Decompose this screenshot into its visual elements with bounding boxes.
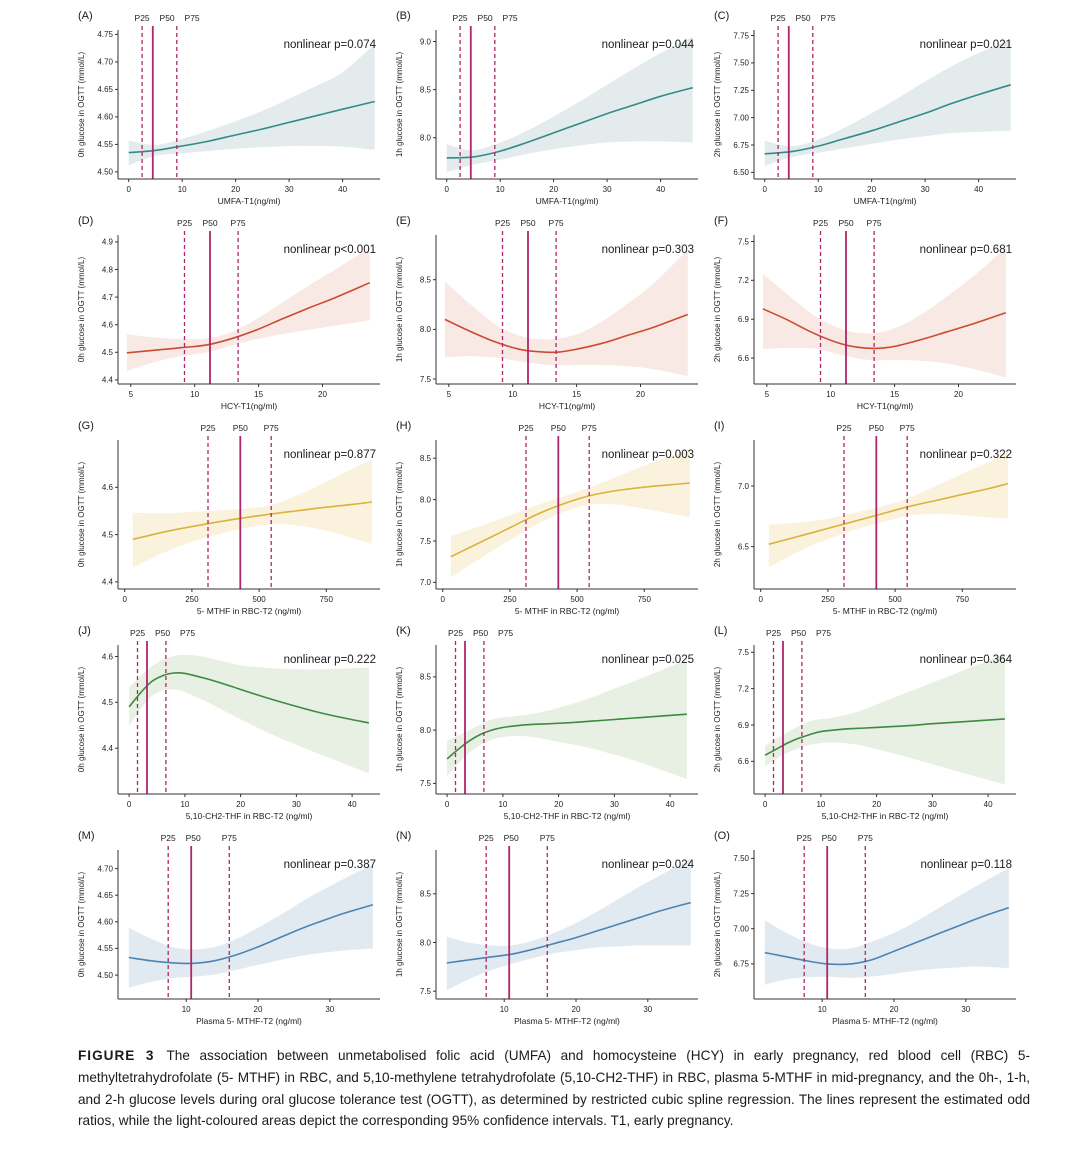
y-axis-title: 2h glucose in OGTT (mmol/L) [713, 51, 722, 158]
confidence-band [451, 449, 690, 577]
x-tick-label: 0 [758, 595, 763, 604]
x-tick-label: 0 [126, 185, 131, 194]
x-tick-label: 750 [637, 595, 651, 604]
x-tick-label: 10 [495, 185, 505, 194]
panel-letter: (B) [396, 10, 411, 22]
x-tick-label: 750 [319, 595, 333, 604]
panel-C-chart [708, 6, 1026, 211]
nonlinear-p-annotation: nonlinear p=0.303 [601, 244, 694, 256]
x-axis-title: 5,10-CH2-THF in RBC-T2 (ng/ml) [185, 811, 313, 821]
y-tick-label: 8.0 [419, 938, 431, 948]
percentile-p25-label: P25 [160, 833, 176, 843]
percentile-p50-label: P50 [202, 218, 218, 228]
panel-I-chart [708, 416, 1026, 621]
panel-B-chart [390, 6, 708, 211]
percentile-p25-label: P25 [765, 628, 782, 638]
percentile-p25-label: P25 [452, 13, 468, 23]
nonlinear-p-annotation: nonlinear p=0.877 [283, 449, 376, 461]
x-tick-label: 40 [974, 185, 984, 194]
x-tick-label: 10 [813, 185, 823, 194]
x-tick-label: 10 [190, 390, 200, 399]
y-tick-label: 7.5 [419, 779, 431, 789]
confidence-band [447, 859, 691, 990]
x-tick-label: 10 [508, 390, 518, 399]
percentile-p75-label: P75 [866, 218, 882, 228]
x-axis-title: Plasma 5- MTHF-T2 (ng/ml) [832, 1016, 938, 1026]
figure-caption-label: FIGURE 3 [78, 1048, 155, 1063]
panel-letter: (H) [396, 420, 412, 432]
y-axis-title: 2h glucose in OGTT (mmol/L) [713, 871, 722, 978]
nonlinear-p-annotation: nonlinear p<0.001 [283, 244, 376, 256]
x-tick-label: 10 [826, 390, 836, 399]
y-tick-label: 8.0 [419, 495, 431, 505]
percentile-p25-label: P25 [812, 218, 829, 228]
percentile-p50-label: P50 [477, 13, 493, 23]
y-axis-title: 0h glucose in OGTT (mmol/L) [77, 461, 86, 568]
x-tick-label: 20 [872, 800, 882, 809]
panel-E-chart [390, 211, 708, 416]
x-tick-label: 0 [126, 800, 132, 809]
panel-B [390, 6, 708, 211]
x-tick-label: 500 [888, 595, 902, 604]
x-axis-title: 5- MTHF in RBC-T2 (ng/ml) [832, 606, 938, 616]
confidence-band [765, 40, 1011, 166]
y-axis-title: 0h glucose in OGTT (mmol/L) [77, 666, 86, 773]
percentile-p25-label: P25 [447, 628, 464, 638]
x-tick-label: 30 [927, 800, 937, 809]
panel-O [708, 826, 1026, 1031]
x-axis-title: HCY-T1(ng/ml) [220, 401, 278, 411]
confidence-band [447, 37, 693, 173]
percentile-p25-label: P25 [494, 218, 511, 228]
x-tick-label: 40 [338, 185, 348, 194]
y-axis-title: 2h glucose in OGTT (mmol/L) [713, 461, 722, 568]
percentile-p25-label: P25 [796, 833, 812, 843]
x-tick-label: 20 [231, 185, 241, 194]
y-tick-label: 4.8 [101, 265, 113, 275]
x-tick-label: 250 [185, 595, 199, 604]
percentile-p50-label: P50 [868, 423, 884, 433]
y-tick-label: 6.75 [733, 959, 749, 969]
y-tick-label: 4.9 [101, 237, 113, 247]
x-axis-title: 5,10-CH2-THF in RBC-T2 (ng/ml) [503, 811, 631, 821]
x-tick-label: 10 [498, 800, 508, 809]
y-tick-label: 4.70 [97, 864, 113, 874]
nonlinear-p-annotation: nonlinear p=0.025 [601, 654, 694, 666]
percentile-p25-label: P25 [770, 13, 786, 23]
y-tick-label: 7.0 [419, 578, 431, 588]
x-tick-label: 0 [122, 595, 127, 604]
y-tick-label: 8.5 [419, 454, 431, 463]
percentile-p25-label: P25 [129, 628, 146, 638]
y-tick-label: 7.5 [737, 237, 749, 247]
x-tick-label: 20 [554, 800, 564, 809]
y-tick-label: 6.50 [733, 168, 749, 178]
x-tick-label: 30 [291, 800, 301, 809]
x-tick-label: 5 [764, 390, 770, 399]
x-tick-label: 40 [347, 800, 357, 809]
y-tick-label: 4.5 [101, 348, 113, 358]
panel-H [390, 416, 708, 621]
x-tick-label: 20 [636, 390, 645, 399]
percentile-p75-label: P75 [815, 628, 832, 638]
nonlinear-p-annotation: nonlinear p=0.021 [919, 39, 1012, 51]
y-axis-title: 0h glucose in OGTT (mmol/L) [77, 51, 86, 158]
percentile-p50-label: P50 [232, 423, 248, 433]
confidence-band [765, 868, 1009, 985]
y-axis-title: 2h glucose in OGTT (mmol/L) [713, 666, 722, 773]
x-tick-label: 20 [549, 185, 559, 194]
x-tick-label: 5 [128, 390, 134, 399]
x-tick-label: 40 [665, 800, 675, 809]
panel-J-chart [72, 621, 390, 826]
x-axis-title: HCY-T1(ng/ml) [856, 401, 914, 411]
panel-F [708, 211, 1026, 416]
y-tick-label: 7.00 [733, 113, 749, 123]
confidence-band [769, 452, 1008, 567]
y-tick-label: 9.0 [419, 37, 431, 47]
percentile-p75-label: P75 [539, 833, 555, 843]
y-tick-label: 4.4 [101, 375, 113, 385]
x-tick-label: 0 [440, 595, 445, 604]
nonlinear-p-annotation: nonlinear p=0.222 [283, 654, 376, 666]
panel-letter: (M) [78, 830, 95, 842]
y-axis-title: 1h glucose in OGTT (mmol/L) [395, 871, 404, 978]
confidence-band [129, 44, 375, 165]
x-axis-title: UMFA-T1(ng/ml) [535, 196, 599, 206]
panel-letter: (D) [78, 215, 94, 227]
panel-letter: (L) [714, 625, 728, 637]
panel-letter: (K) [396, 625, 411, 637]
panel-E [390, 211, 708, 416]
percentile-p25-label: P25 [478, 833, 494, 843]
confidence-band [447, 660, 687, 779]
y-tick-label: 4.55 [97, 944, 113, 954]
panel-C [708, 6, 1026, 211]
percentile-p75-label: P75 [581, 423, 597, 433]
panel-J [72, 621, 390, 826]
x-tick-label: 30 [602, 185, 612, 194]
y-tick-label: 7.5 [419, 536, 431, 546]
confidence-band [765, 654, 1005, 785]
percentile-p25-label: P25 [836, 423, 852, 433]
panel-I [708, 416, 1026, 621]
y-tick-label: 7.25 [733, 889, 749, 899]
y-tick-label: 7.5 [419, 374, 431, 384]
y-tick-label: 7.5 [419, 987, 431, 996]
panel-M [72, 826, 390, 1031]
y-axis-title: 1h glucose in OGTT (mmol/L) [395, 51, 404, 158]
y-tick-label: 4.60 [97, 917, 113, 927]
y-tick-label: 8.5 [419, 275, 431, 285]
percentile-p50-label: P50 [790, 628, 807, 638]
panel-D-chart [72, 211, 390, 416]
panel-letter: (G) [78, 420, 94, 432]
panel-A-chart [72, 6, 390, 211]
percentile-p75-label: P75 [263, 423, 279, 433]
percentile-p25-label: P25 [518, 423, 534, 433]
y-tick-label: 6.9 [737, 720, 749, 730]
panel-N-chart [390, 826, 708, 1031]
percentile-p50-label: P50 [838, 218, 854, 228]
y-tick-label: 8.5 [419, 672, 431, 682]
x-tick-label: 15 [890, 390, 900, 399]
panel-letter: (N) [396, 830, 412, 842]
x-tick-label: 500 [252, 595, 266, 604]
y-tick-label: 4.5 [101, 530, 113, 540]
x-axis-title: UMFA-T1(ng/ml) [217, 196, 281, 206]
percentile-p75-label: P75 [179, 628, 196, 638]
x-tick-label: 0 [444, 185, 449, 194]
y-tick-label: 7.00 [733, 924, 749, 934]
panel-letter: (F) [714, 215, 729, 227]
x-tick-label: 500 [570, 595, 584, 604]
percentile-p75-label: P75 [502, 13, 518, 23]
confidence-band [763, 248, 1006, 378]
y-tick-label: 8.0 [419, 325, 431, 335]
percentile-p50-label: P50 [503, 833, 519, 843]
x-tick-label: 30 [643, 1005, 653, 1014]
y-axis-title: 1h glucose in OGTT (mmol/L) [395, 666, 404, 773]
x-tick-label: 30 [920, 185, 930, 194]
y-tick-label: 4.4 [101, 744, 113, 753]
panel-K-chart [390, 621, 708, 826]
confidence-band [133, 459, 372, 567]
x-tick-label: 15 [254, 390, 264, 399]
nonlinear-p-annotation: nonlinear p=0.003 [601, 449, 694, 461]
nonlinear-p-annotation: nonlinear p=0.364 [919, 654, 1012, 666]
panel-G-chart [72, 416, 390, 621]
x-tick-label: 10 [816, 800, 826, 809]
x-tick-label: 40 [983, 800, 993, 809]
y-tick-label: 6.6 [737, 757, 749, 767]
nonlinear-p-annotation: nonlinear p=0.074 [283, 39, 376, 51]
y-tick-label: 6.5 [737, 542, 749, 552]
y-tick-label: 4.60 [97, 112, 113, 122]
percentile-p50-label: P50 [159, 13, 175, 23]
panel-F-chart [708, 211, 1026, 416]
figure-caption [78, 1045, 1030, 1132]
x-tick-label: 250 [503, 595, 517, 604]
percentile-p50-label: P50 [520, 218, 536, 228]
y-tick-label: 7.75 [733, 31, 749, 41]
y-tick-label: 4.7 [101, 292, 113, 302]
y-tick-label: 4.55 [97, 140, 113, 150]
percentile-p75-label: P75 [230, 218, 246, 228]
y-tick-label: 7.2 [737, 276, 749, 286]
x-tick-label: 5 [446, 390, 452, 399]
x-tick-label: 30 [961, 1005, 971, 1014]
figure-panels-grid [72, 6, 1080, 1031]
panel-D [72, 211, 390, 416]
y-tick-label: 6.6 [737, 353, 749, 363]
panel-letter: (C) [714, 10, 730, 22]
x-tick-label: 20 [253, 1005, 263, 1014]
y-tick-label: 7.2 [737, 684, 749, 694]
percentile-p50-label: P50 [795, 13, 811, 23]
y-tick-label: 8.0 [419, 725, 431, 735]
x-axis-title: 5- MTHF in RBC-T2 (ng/ml) [196, 606, 302, 616]
y-tick-label: 7.50 [733, 58, 749, 68]
panel-letter: (I) [714, 420, 725, 432]
x-tick-label: 0 [762, 185, 767, 194]
y-tick-label: 7.0 [737, 481, 749, 491]
y-tick-label: 6.75 [733, 140, 749, 150]
percentile-p50-label: P50 [185, 833, 201, 843]
x-tick-label: 10 [499, 1005, 509, 1014]
percentile-p75-label: P75 [221, 833, 237, 843]
panel-H-chart [390, 416, 708, 621]
x-tick-label: 10 [180, 800, 190, 809]
y-tick-label: 4.65 [97, 85, 113, 95]
x-tick-label: 30 [609, 800, 619, 809]
x-tick-label: 20 [236, 800, 246, 809]
x-tick-label: 750 [955, 595, 969, 604]
percentile-p25-label: P25 [134, 13, 150, 23]
y-tick-label: 4.6 [101, 320, 113, 330]
y-axis-title: 0h glucose in OGTT (mmol/L) [77, 871, 86, 978]
y-tick-label: 7.5 [737, 648, 749, 658]
x-axis-title: 5,10-CH2-THF in RBC-T2 (ng/ml) [821, 811, 949, 821]
y-tick-label: 4.6 [101, 483, 113, 493]
nonlinear-p-annotation: nonlinear p=0.024 [601, 859, 694, 871]
percentile-p75-label: P75 [497, 628, 514, 638]
panel-letter: (O) [714, 830, 730, 842]
panel-A [72, 6, 390, 211]
percentile-p50-label: P50 [472, 628, 489, 638]
panel-letter: (E) [396, 215, 411, 227]
nonlinear-p-annotation: nonlinear p=0.044 [601, 39, 694, 51]
y-tick-label: 4.70 [97, 57, 113, 67]
x-tick-label: 20 [867, 185, 877, 194]
y-tick-label: 4.6 [101, 652, 113, 662]
x-axis-title: UMFA-T1(ng/ml) [853, 196, 917, 206]
panel-G [72, 416, 390, 621]
y-tick-label: 8.5 [419, 85, 431, 95]
x-tick-label: 250 [821, 595, 835, 604]
percentile-p75-label: P75 [820, 13, 836, 23]
x-tick-label: 0 [444, 800, 450, 809]
x-tick-label: 40 [656, 185, 666, 194]
percentile-p75-label: P75 [899, 423, 915, 433]
panel-M-chart [72, 826, 390, 1031]
confidence-band [129, 864, 373, 987]
x-axis-title: Plasma 5- MTHF-T2 (ng/ml) [196, 1016, 302, 1026]
y-tick-label: 6.9 [737, 315, 749, 324]
y-tick-label: 7.25 [733, 86, 749, 96]
panel-letter: (J) [78, 625, 91, 637]
nonlinear-p-annotation: nonlinear p=0.322 [919, 449, 1012, 461]
panel-O-chart [708, 826, 1026, 1031]
nonlinear-p-annotation: nonlinear p=0.118 [920, 859, 1012, 871]
y-tick-label: 4.50 [97, 970, 113, 980]
y-tick-label: 4.5 [101, 698, 113, 708]
confidence-band [445, 250, 688, 376]
x-axis-title: Plasma 5- MTHF-T2 (ng/ml) [514, 1016, 620, 1026]
percentile-p75-label: P75 [857, 833, 873, 843]
x-tick-label: 30 [284, 185, 294, 194]
y-tick-label: 4.4 [101, 577, 113, 587]
percentile-p50-label: P50 [154, 628, 171, 638]
x-tick-label: 10 [177, 185, 187, 194]
percentile-p50-label: P50 [550, 423, 566, 433]
y-axis-title: 2h glucose in OGTT (mmol/L) [713, 256, 722, 363]
x-axis-title: 5- MTHF in RBC-T2 (ng/ml) [514, 606, 620, 616]
percentile-p25-label: P25 [200, 423, 216, 433]
y-tick-label: 8.5 [419, 889, 431, 899]
y-tick-label: 7.50 [733, 854, 749, 864]
panel-letter: (A) [78, 10, 93, 22]
confidence-band [127, 248, 370, 371]
y-tick-label: 8.0 [419, 133, 431, 143]
y-axis-title: 1h glucose in OGTT (mmol/L) [395, 461, 404, 568]
figure-caption-text: The association between unmetabolised folic acid (UMFA) and homocysteine (HCY) in early pregnancy, red blood cell (RBC) 5-methyltetrahydrofolate (5- MTHF) in RBC, and 5,10-methylene tetrahydrofolate (5,10-CH2-THF) in RBC, plasma 5-MTHF in mid-pregnancy, and the 0h-, 1-h, and 2-h glucose levels during oral glucose tolerance test (OGTT), as determined by restricted cubic spline regression. The lines represent the estimated odd ratios, while the light-coloured areas depict the corresponding 95% confidence intervals. T1, early pregnancy. [78, 1048, 1030, 1129]
x-tick-label: 10 [817, 1005, 827, 1014]
nonlinear-p-annotation: nonlinear p=0.681 [919, 244, 1012, 256]
percentile-p75-label: P75 [184, 13, 200, 23]
x-tick-label: 20 [889, 1005, 899, 1014]
y-tick-label: 4.50 [97, 167, 113, 177]
x-axis-title: HCY-T1(ng/ml) [538, 401, 596, 411]
x-tick-label: 20 [954, 390, 963, 399]
y-axis-title: 1h glucose in OGTT (mmol/L) [395, 256, 404, 363]
x-tick-label: 20 [571, 1005, 581, 1014]
panel-L-chart [708, 621, 1026, 826]
panel-N [390, 826, 708, 1031]
x-tick-label: 10 [181, 1005, 191, 1014]
percentile-p75-label: P75 [548, 218, 564, 228]
x-tick-label: 20 [318, 390, 327, 399]
nonlinear-p-annotation: nonlinear p=0.387 [283, 859, 376, 871]
confidence-band [129, 655, 369, 774]
percentile-p25-label: P25 [176, 218, 193, 228]
panel-L [708, 621, 1026, 826]
x-tick-label: 30 [325, 1005, 335, 1014]
y-tick-label: 4.65 [97, 891, 113, 900]
x-tick-label: 0 [762, 800, 768, 809]
percentile-p50-label: P50 [821, 833, 837, 843]
y-tick-label: 4.75 [97, 30, 113, 40]
x-tick-label: 15 [572, 390, 582, 399]
y-axis-title: 0h glucose in OGTT (mmol/L) [77, 256, 86, 363]
panel-K [390, 621, 708, 826]
